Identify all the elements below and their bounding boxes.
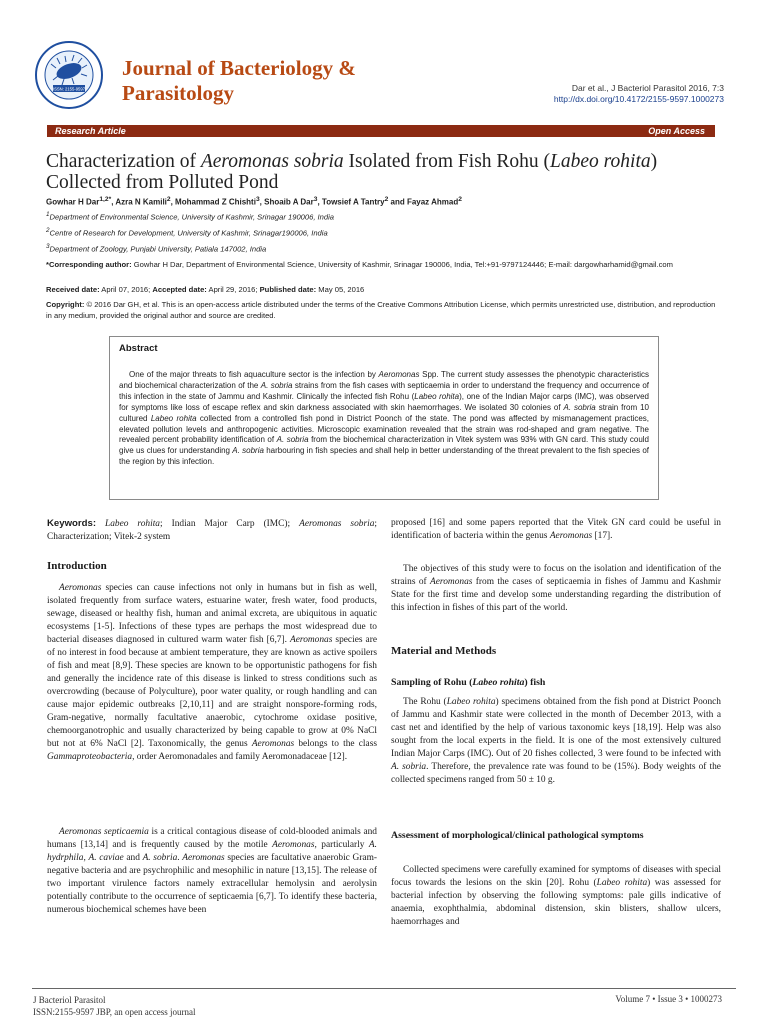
journal-title	[122, 56, 356, 106]
journal-title-line2: Parasitology	[122, 81, 234, 105]
abstract-box	[109, 336, 659, 500]
footer-journal: J Bacteriol Parasitol	[33, 995, 106, 1005]
affiliation-1: $^1$Department of Environmental Science, University of Kashmir, Srinagar 190006, India	[46, 211, 335, 222]
footer-journal-info	[33, 994, 195, 1018]
footer-issn: ISSN:2155-9597 JBP, an open access journal	[33, 1007, 196, 1017]
abstract-heading: Abstract	[119, 343, 158, 354]
doi-link[interactable]: http://dx.doi.org/10.4172/2155-9597.1000273	[553, 94, 724, 104]
right-paragraph-1: proposed [16] and some papers reported that the Vitek GN card could be useful in identification of bacteria within the genus Aeromonas [17].	[391, 518, 721, 541]
article-title: Characterization of Aeromonas sobria Isolated from Fish Rohu (Labeo rohita) Collected from Polluted Pond	[46, 151, 658, 193]
footer-divider	[32, 988, 736, 989]
footer-volume: Volume 7 • Issue 3 • 1000273	[615, 994, 722, 1004]
sampling-paragraph: The Rohu (Labeo rohita) specimens obtained from the fish pond at District Poonch of Jammu and Kashmir state were collected in the month of December 2013, with a cast net and identified by the help of various taxonomic keys [18,19]. Help was also sought from the local experts in the field. It is one of the most extensively cultured Indian Major Carps (IMC). Out of 20 fishes collected, 3 were found to be infected with A. sobria. Therefore, the prevalence rate was found to be (15%). Body weights of the collected specimens ranged from 50 ± 10 g.	[391, 697, 721, 785]
assessment-paragraph: Collected specimens were carefully examined for symptoms of diseases with special focus towards the lesions on the skin [20]. Rohu (Labeo rohita) was assessed for bacterial infection by observing the following symptoms: pale gills indicative of anaemia, exophthalmia, abdominal distension, skin blisters, shallow ulcers, haemorrhages and	[391, 865, 721, 927]
keywords: Keywords: Labeo rohita; Indian Major Carp (IMC); Aeromonas sobria; Characterization; Vitek-2 system	[47, 518, 377, 542]
journal-logo	[34, 40, 104, 110]
introduction-heading: Introduction	[47, 560, 107, 572]
article-type-label: Research Article	[55, 126, 126, 136]
abstract-text: One of the major threats to fish aquaculture sector is the infection by Aeromonas Spp. The current study assesses the phenotypic characteristics and biochemical characterization of the A. sobria strains from the fish cases with septicaemia in order to understand the frequency and occurrence of this infection in the state of Jammu and Kashmir. Clinically the infected fish Rohu (Labeo rohita), one of the Indian Major carps (IMC), was observed for symptoms like loss of escape reflex and skin darkness associated with skin haemorrhages. We isolated 30 colonies of A. sobria strain from 10 cultured Labeo rohita collected from a controlled fish pond in District Poonch of the state. The pond was affected by mismanagement practices, elevated pollution levels and anthropogenic activities. Microscopic examination revealed that the strain was rod-shaped and gram negative. The revealed percent probability identification of A. sobria from the biochemical characterization in Vitek system was 93% with GN card. This study could give us clues for understanding A. sobria harbouring in fish species and shall help in better understanding of the threat prevalent to the fish species of the region by this infection.	[119, 370, 650, 467]
affiliation-3: $^3$Department of Zoology, Punjabi University, Patiala 147002, India	[46, 243, 267, 254]
citation-text: Dar et al., J Bacteriol Parasitol 2016, 7:3	[571, 83, 724, 93]
methods-heading: Material and Methods	[391, 645, 497, 657]
assessment-heading: Assessment of morphological/clinical pathological symptoms	[391, 830, 644, 841]
author-list: Gowhar H Dar$^{1,2*}$, Azra N Kamili$^2$, Mohammad Z Chishti$^3$, Shoaib A Dar$^3$, Towsief A Tantry$^2$ and Fayaz Ahmad$^2$	[46, 196, 462, 207]
article-dates: Received date: April 07, 2016; Accepted date: April 29, 2016; Published date: May 05, 2016	[46, 285, 365, 294]
copyright-notice: Copyright: © 2016 Dar GH, et al. This is an open-access article distributed under the terms of the Creative Commons Attribution License, which permits unrestricted use, distribution, and reproduction in any medium, provided the original author and source are credited.	[46, 300, 716, 320]
article-type-bar	[47, 125, 715, 137]
intro-paragraph-1: Aeromonas species can cause infections not only in humans but in fish as well, isolated frequently from surface waters, estuarine water, fresh water, food products, sewage, diseased or healthy fish, human and animal excreta, are ubiquitous in aquatic ecosystems [1-5]. Infections of these types are perhaps the most widespread due to bacterial diseases diagnosed in cultured warm water fish [6,7]. Aeromonas species are of no interest in food because at ambient temperature, they are known as active spoilers of fish and meat [8,9]. These species are known to be opportunistic pathogens for fish and generally the incidence rate of this disease is linked to stress conditions such as overcrowding (because of Polyculture), poor water quality, or rough handling and can cause major epidemic outbreaks [2,10,11] and are straight nonspore-forming rods, Gram-negative, normally facultative anaerobic, cytochrome oxidase positive, chemoorganotrophic and usually characterized by being capable to grow at 0% NaCl but not at 6% NaCl [2]. Taxonomically, the genus Aeromonas belongs to the class Gammaproteobacteria, order Aeromonadales and family Aeromonadaceae [12].	[47, 583, 377, 762]
intro-paragraph-2: Aeromonas septicaemia is a critical contagious disease of cold-blooded animals and humans [13,14] and is frequently caused by the motile Aeromonas, particularly A. hydrphila, A. caviae and A. sobria. Aeromonas species are facultative anaerobic Gram-negative bacteria and are psychrophilic and mesophilic in nature [13,15]. The release of two important virulence factors namely extracellular hemolysin and aerolysin potentially contribute to the occurrence of septicaemia [6,7]. To identify these bacteria, numerous biochemical schemes have been	[47, 827, 377, 915]
citation-block	[554, 83, 724, 105]
affiliation-2: $^2$Centre of Research for Development, University of Kashmir, Srinagar190006, India	[46, 227, 328, 238]
logo-issn-text: ISSN: 2155-9597	[52, 86, 86, 92]
open-access-label: Open Access	[648, 126, 705, 136]
objectives-paragraph: The objectives of this study were to focus on the isolation and identification of the strains of Aeromonas from the cases of septicaemia in fishes of Jammu and Kashmir State for the first time and develop some understanding regarding the distribution of this infection in fishes of this part of the world.	[391, 564, 721, 613]
journal-title-line1: Journal of Bacteriology &	[122, 56, 356, 80]
sampling-heading: Sampling of Rohu (Labeo rohita) fish	[391, 677, 546, 688]
corresponding-author: *Corresponding author: Gowhar H Dar, Department of Environmental Science, University of Kashmir, Srinagar 190006, India, Tel:+91-9797124446; E-mail: dargowharhamid@gmail.com	[46, 260, 673, 269]
